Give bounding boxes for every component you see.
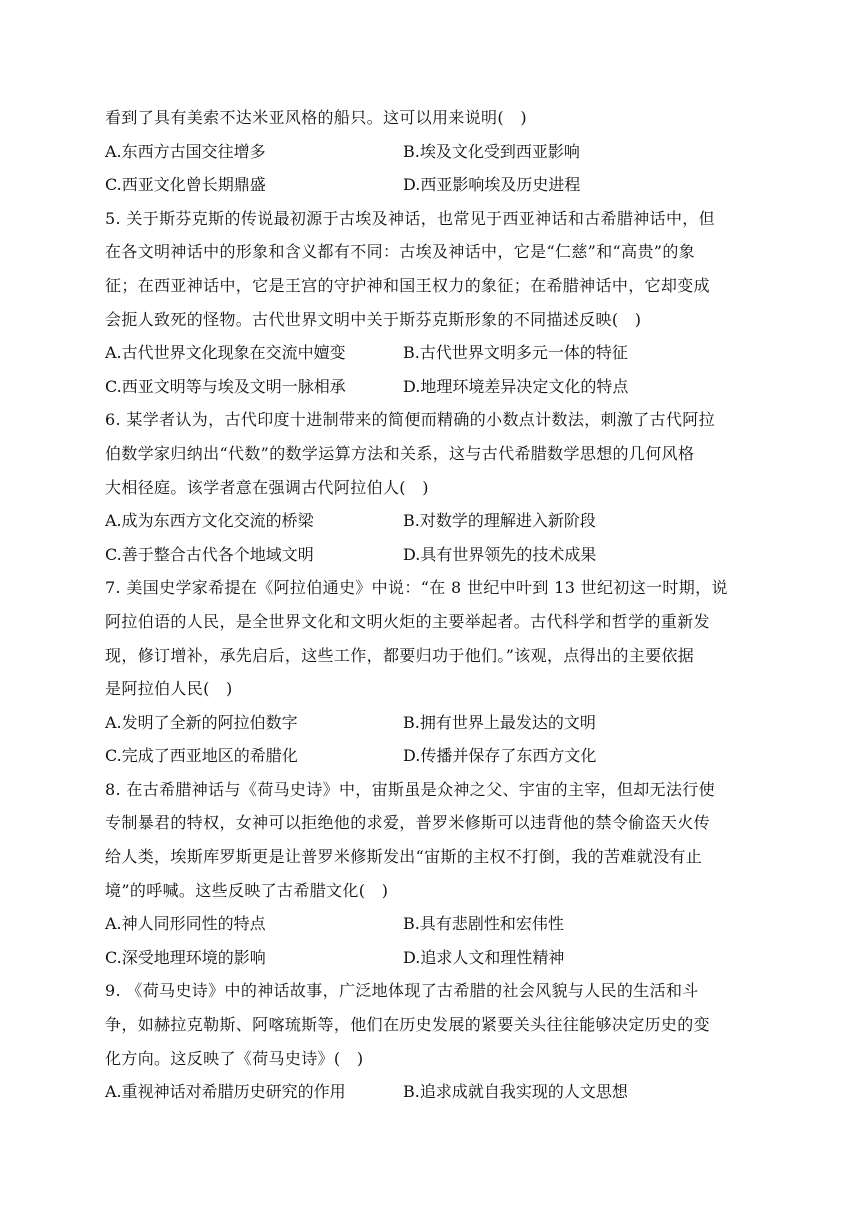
question-5-option-d[interactable]: D.地理环境差异决定文化的特点 bbox=[403, 376, 629, 396]
question-7-option-b[interactable]: B.拥有世界上最发达的文明 bbox=[403, 712, 596, 732]
question-4-options-row-2 bbox=[105, 168, 755, 202]
question-6-stem-line: 大相径庭。该学者意在强调古代阿拉伯人( ) bbox=[105, 477, 429, 497]
question-5-stem-line: 会扼人致死的怪物。古代世界文明中关于斯芬克斯形象的不同描述反映( ) bbox=[105, 309, 642, 329]
question-7-option-a[interactable]: A.发明了全新的阿拉伯数字 bbox=[105, 712, 298, 732]
question-8-option-c[interactable]: C.深受地理环境的影响 bbox=[105, 947, 266, 967]
question-9-stem-line: 化方向。这反映了《荷马史诗》( ) bbox=[105, 1048, 364, 1068]
question-4-option-b[interactable]: B.埃及文化受到西亚影响 bbox=[403, 141, 580, 161]
question-7-option-c[interactable]: C.完成了西亚地区的希腊化 bbox=[105, 746, 298, 766]
question-9-option-b[interactable]: B.追求成就自我实现的人文思想 bbox=[403, 1082, 628, 1102]
question-6-option-c[interactable]: C.善于整合古代各个地域文明 bbox=[105, 544, 314, 564]
question-5-option-a[interactable]: A.古代世界文化现象在交流中嬗变 bbox=[105, 343, 346, 363]
question-8-option-d[interactable]: D.追求人文和理性精神 bbox=[403, 947, 565, 967]
question-4-options-row-1 bbox=[105, 135, 755, 169]
question-6-option-b[interactable]: B.对数学的理解进入新阶段 bbox=[403, 511, 596, 531]
question-7-stem-line: 阿拉伯语的人民，是全世界文化和文明火炬的主要举起者。古代科学和哲学的重新发 bbox=[105, 611, 710, 631]
question-8-options-row-2 bbox=[105, 941, 755, 975]
question-5-options-row-1 bbox=[105, 336, 755, 370]
question-8-stem-line: 8. 在古希腊神话与《荷马史诗》中，宙斯虽是众神之父、宇宙的主宰，但却无法行使 bbox=[105, 779, 716, 799]
question-5-stem-line: 在各文明神话中的形象和含义都有不同：古埃及神话中，它是“仁慈”和“高贵”的象 bbox=[105, 242, 696, 262]
question-4-option-d[interactable]: D.西亚影响埃及历史进程 bbox=[403, 175, 581, 195]
question-8-option-b[interactable]: B.具有悲剧性和宏伟性 bbox=[403, 914, 564, 934]
question-7-stem-line: 7. 美国史学家希提在《阿拉伯通史》中说：“在 8 世纪中叶到 13 世纪初这一时期，说 bbox=[105, 578, 728, 598]
question-9-options-row-1 bbox=[105, 1075, 755, 1109]
question-7-stem-line: 是阿拉伯人民( ) bbox=[105, 679, 233, 699]
question-6-stem-line: 伯数学家归纳出“代数”的数学运算方法和关系，这与古代希腊数学思想的几何风格 bbox=[105, 443, 695, 463]
question-7-option-d[interactable]: D.传播并保存了东西方文化 bbox=[403, 746, 597, 766]
question-8-stem-line: 专制暴君的特权，女神可以拒绝他的求爱，普罗米修斯可以违背他的禁令偷盗天火传 bbox=[105, 813, 710, 833]
question-6-options-row-2 bbox=[105, 538, 755, 572]
question-5-option-c[interactable]: C.西亚文明等与埃及文明一脉相承 bbox=[105, 376, 346, 396]
question-6-option-a[interactable]: A.成为东西方文化交流的桥梁 bbox=[105, 511, 314, 531]
question-8-stem-line: 给人类，埃斯库罗斯更是让普罗米修斯发出“宙斯的主权不打倒，我的苦难就没有止 bbox=[105, 847, 703, 867]
question-9-stem-line: 争，如赫拉克勒斯、阿喀琉斯等，他们在历史发展的紧要关头往往能够决定历史的变 bbox=[105, 1015, 710, 1035]
question-8-options-row-1 bbox=[105, 907, 755, 941]
question-4-option-a[interactable]: A.东西方古国交往增多 bbox=[105, 141, 266, 161]
question-7-stem-line: 现，修订增补，承先启后，这些工作，都要归功于他们。”该观，点得出的主要依据 bbox=[105, 645, 695, 665]
question-list bbox=[105, 101, 755, 1109]
question-5-stem-line: 5. 关于斯芬克斯的传说最初源于古埃及神话，也常见于西亚神话和古希腊神话中，但 bbox=[105, 208, 716, 228]
question-4-option-c[interactable]: C.西亚文化曾长期鼎盛 bbox=[105, 175, 266, 195]
question-6-stem-line: 6. 某学者认为，古代印度十进制带来的简便而精确的小数点计数法，刺激了古代阿拉 bbox=[105, 410, 716, 430]
question-7-options-row-1 bbox=[105, 706, 755, 740]
question-4-stem-tail: 看到了具有美索不达米亚风格的船只。这可以用来说明( ) bbox=[105, 108, 527, 127]
question-9-stem-line: 9. 《荷马史诗》中的神话故事，广泛地体现了古希腊的社会风貌与人民的生活和斗 bbox=[105, 981, 699, 1001]
question-8-option-a[interactable]: A.神人同形同性的特点 bbox=[105, 914, 266, 934]
question-7-options-row-2 bbox=[105, 739, 755, 773]
question-8-stem-line: 境”的呼喊。这些反映了古希腊文化( ) bbox=[105, 880, 389, 900]
question-5-stem-line: 征；在西亚神话中，它是王宫的守护神和国王权力的象征；在希腊神话中，它却变成 bbox=[105, 275, 710, 295]
question-6-option-d[interactable]: D.具有世界领先的技术成果 bbox=[403, 544, 597, 564]
question-9-option-a[interactable]: A.重视神话对希腊历史研究的作用 bbox=[105, 1082, 346, 1102]
question-6-options-row-1 bbox=[105, 504, 755, 538]
question-5-options-row-2 bbox=[105, 370, 755, 404]
question-5-option-b[interactable]: B.古代世界文明多元一体的特征 bbox=[403, 343, 628, 363]
